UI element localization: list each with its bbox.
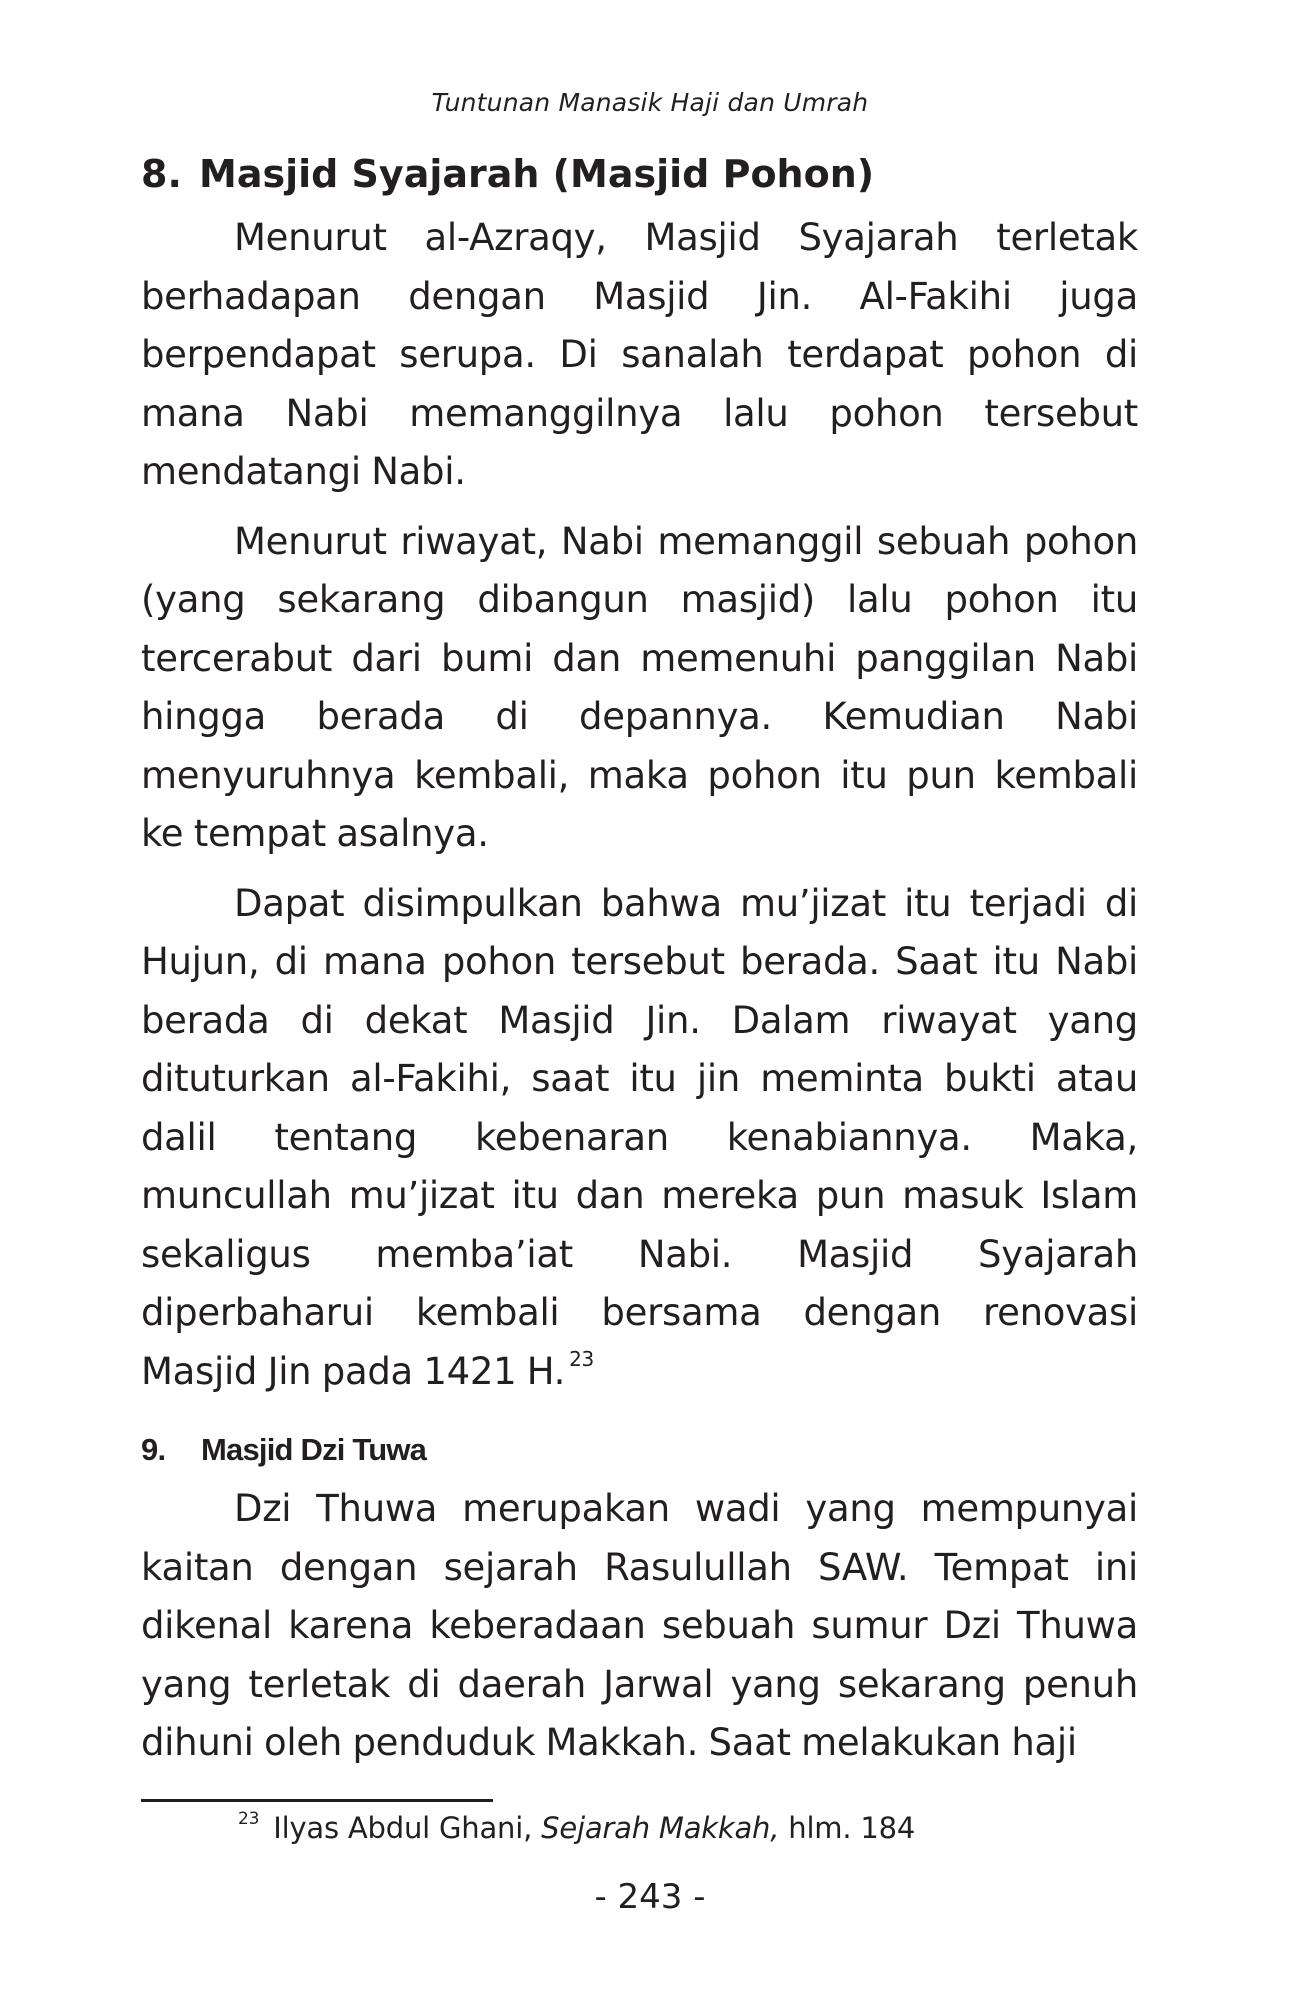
- footnote-number: 23: [238, 1809, 260, 1829]
- footnote-reference: 23: [569, 1346, 594, 1371]
- page-number: - 243 -: [594, 1877, 706, 1917]
- paragraph-8-3-text: Dapat disimpulkan bahwa mu’jizat itu terjadi di Hujun, di mana pohon tersebut berada. Saat itu Nabi berada di dekat Masjid Jin. Dalam riwayat yang dituturkan al-Fakihi, saat itu jin meminta bukti atau dalil tentang kebenaran kenabiannya. Maka, muncullah mu’jizat itu dan mereka pun masuk Islam sekaligus memba’iat Nabi. Masjid Syajarah diperbaharui kembali bersama dengan renovasi Masjid Jin pada 1421 H.: [141, 881, 1138, 1393]
- footnote-book-title: Sejarah Makkah,: [541, 1811, 780, 1845]
- running-header: Tuntunan Manasik Haji dan Umrah: [431, 88, 869, 117]
- footnote: [238, 1808, 915, 1848]
- footnote-pages: hlm. 184: [779, 1811, 916, 1845]
- section-heading-9: [141, 1426, 1138, 1474]
- paragraph-8-3: [141, 875, 1138, 1402]
- paragraph-8-1: Menurut al-Azraqy, Masjid Syajarah terletak berhadapan dengan Masjid Jin. Al-Fakihi juga berpendapat serupa. Di sanalah terdapat pohon di mana Nabi memanggilnya lalu pohon tersebut mendatangi Nabi.: [141, 216, 1138, 493]
- section-number-8: 8.: [141, 152, 182, 196]
- section-heading-8: [141, 150, 1138, 198]
- paragraph-8-2: Menurut riwayat, Nabi memanggil sebuah pohon (yang sekarang dibangun masjid) lalu pohon itu tercerabut dari bumi dan memenuhi panggilan Nabi hingga berada di depannya. Kemudian Nabi menyuruhnya kembali, maka pohon itu pun kembali ke tempat asalnya.: [141, 519, 1138, 855]
- page-content: [141, 150, 1138, 1784]
- section-number-9: 9.: [141, 1432, 166, 1467]
- footnote-divider: [141, 1799, 493, 1802]
- footnote-author: Ilyas Abdul Ghani,: [273, 1811, 542, 1845]
- section-title-9: Masjid Dzi Tuwa: [201, 1432, 427, 1467]
- section-title-8: Masjid Syajarah (Masjid Pohon): [199, 152, 875, 196]
- paragraph-9-1: Dzi Thuwa merupakan wadi yang mempunyai kaitan dengan sejarah Rasulullah SAW. Tempat ini dikenal karena keberadaan sebuah sumur Dzi Thuwa yang terletak di daerah Jarwal yang sekarang penuh dihuni oleh penduduk Makkah. Saat melakukan haji: [141, 1487, 1138, 1764]
